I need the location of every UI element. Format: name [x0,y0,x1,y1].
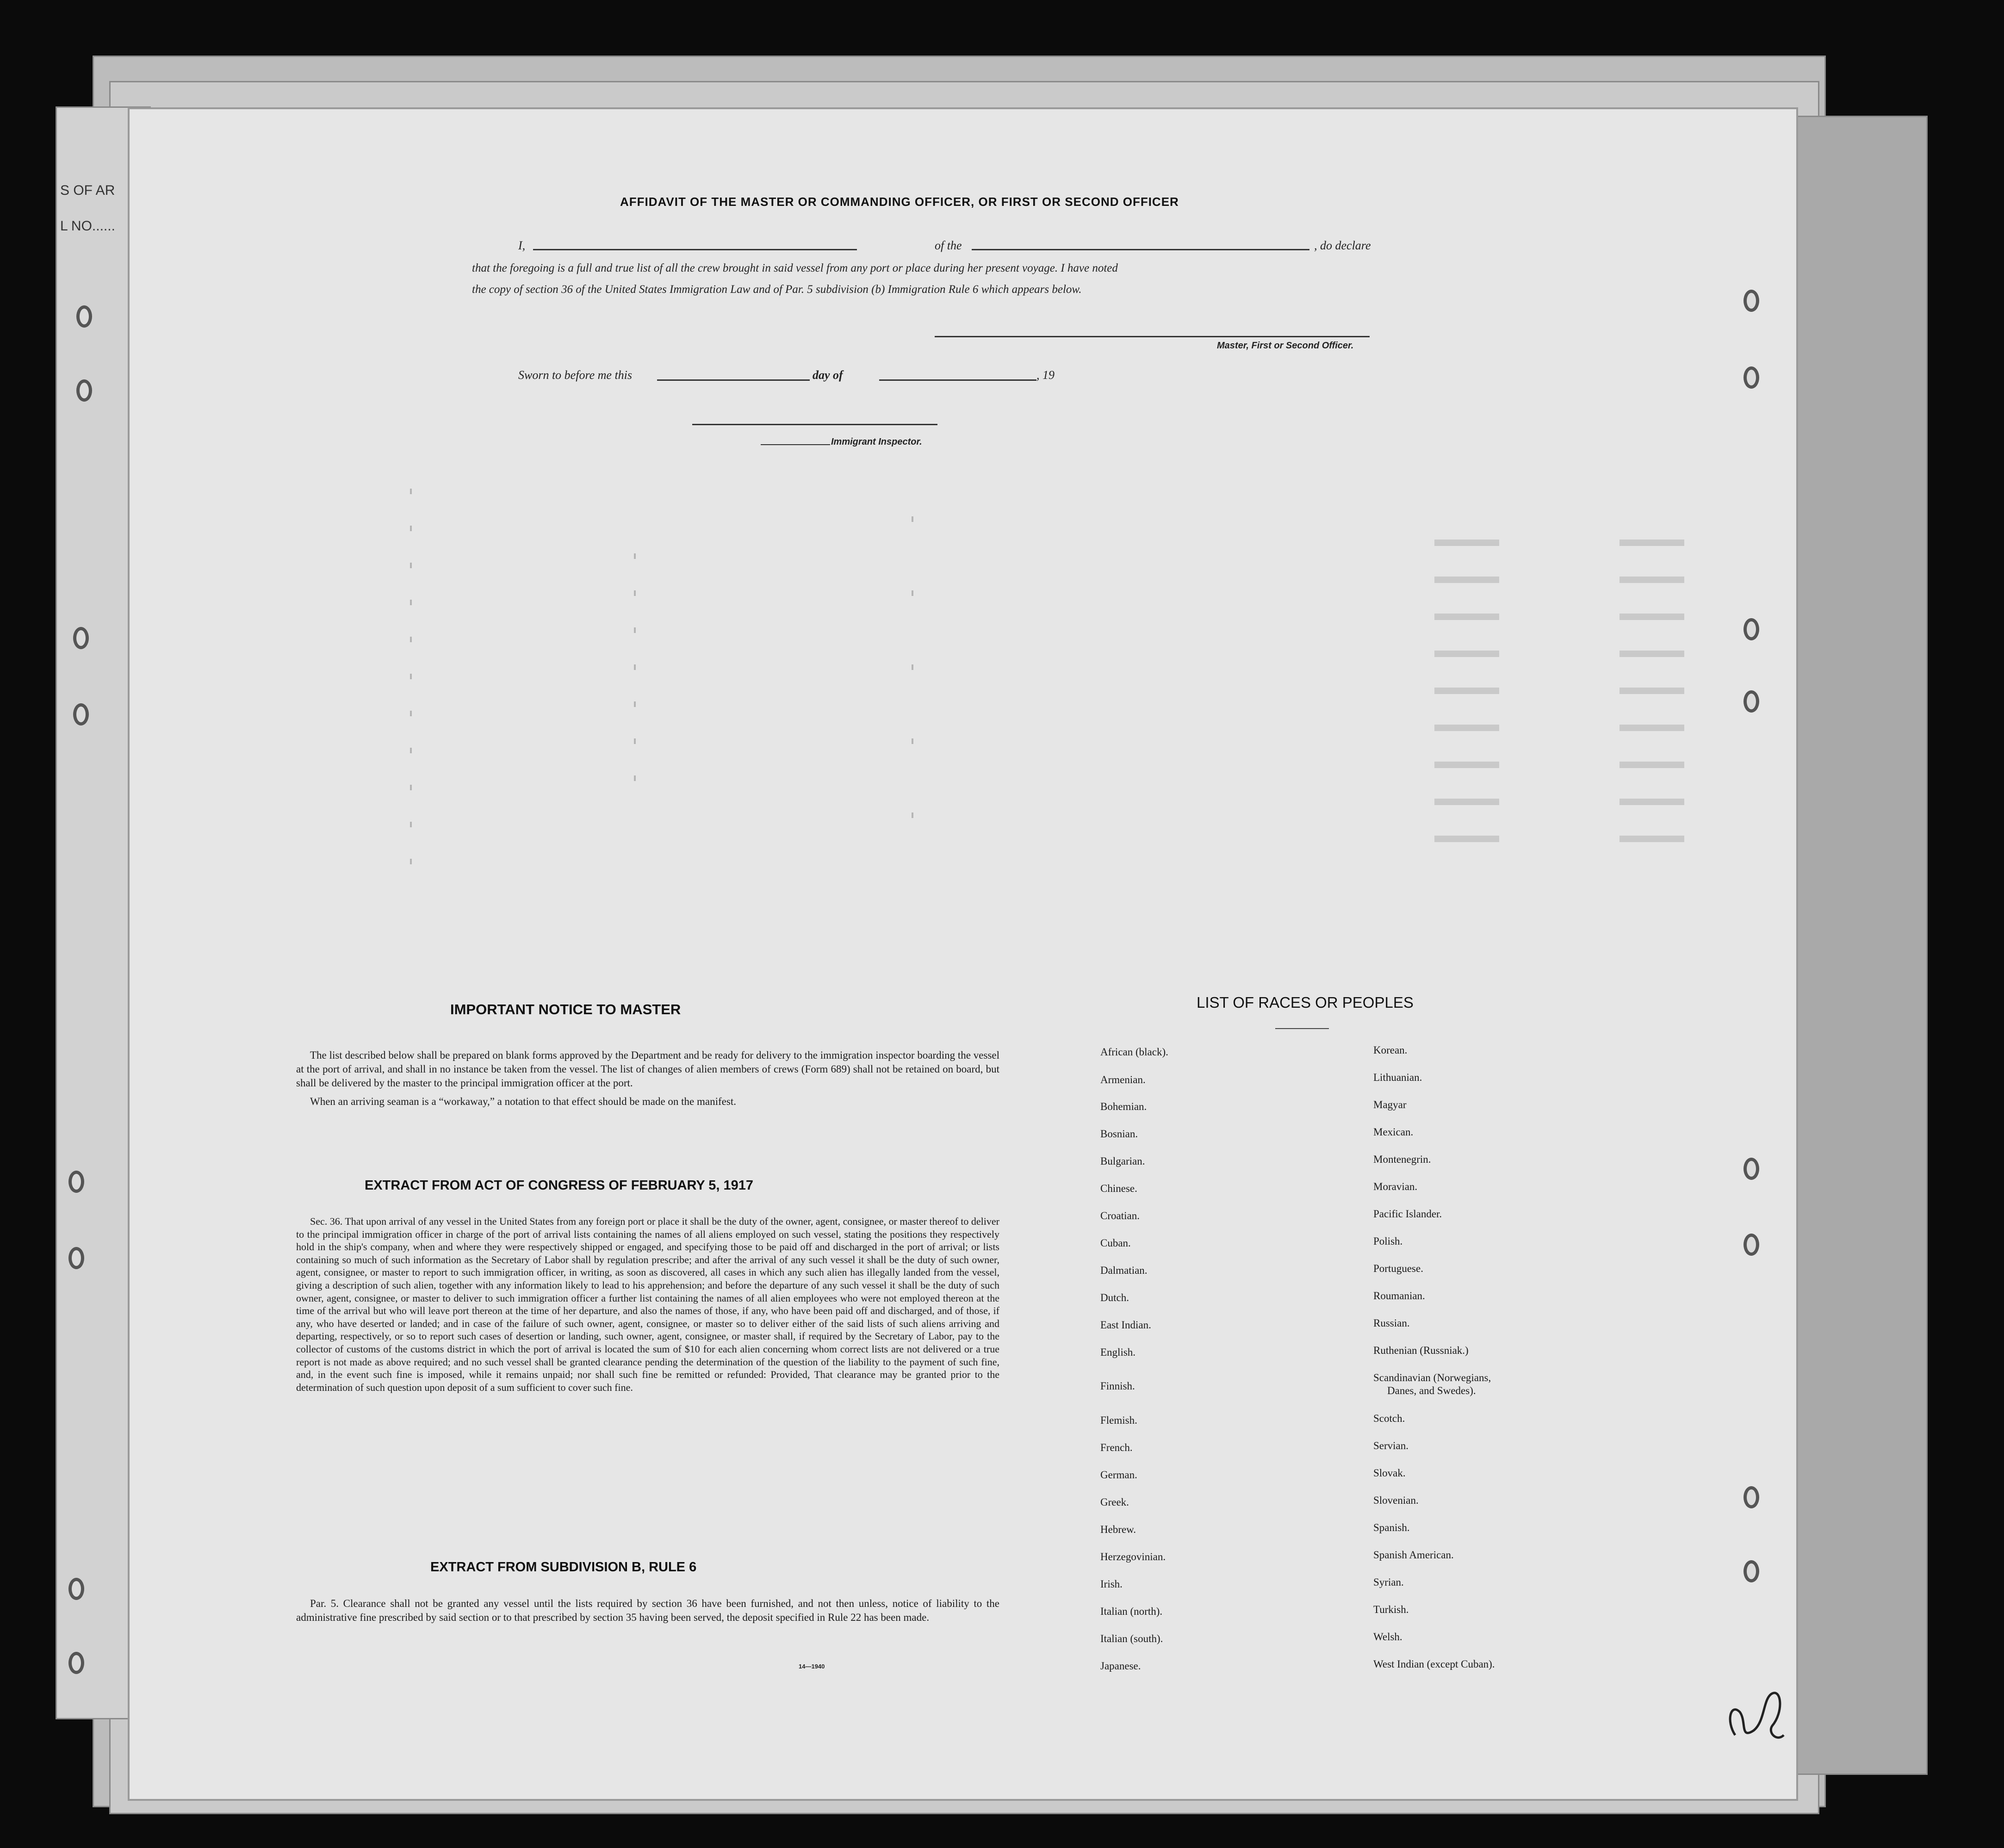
race-item: Chinese. [1100,1183,1137,1194]
bleed-through-mark [410,711,412,716]
affidavit-title: AFFIDAVIT OF THE MASTER OR COMMANDING OFFICER, OR FIRST OR SECOND OFFICER [620,195,1179,209]
race-item: Ruthenian (Russniak.) [1373,1345,1469,1356]
bleed-through-mark [410,600,412,605]
affidavit-statement-2: the copy of section 36 of the United States Immigration Law and of Par. 5 subdivision (b) Immigration Rule 6 which appears below. [472,283,1082,296]
race-item: Italian (north). [1100,1606,1163,1617]
binder-hole [76,305,92,328]
race-item: Mexican. [1373,1126,1414,1138]
race-item: Servian. [1373,1440,1409,1451]
race-item: Russian. [1373,1317,1410,1329]
binder-hole [1743,618,1759,640]
bleed-through-mark [634,627,636,633]
affiant-name-line [533,249,857,250]
binder-hole [68,1652,84,1674]
race-item: Bohemian. [1100,1101,1147,1112]
edge-stub-line-1: S OF AR [60,183,115,198]
race-item: Hebrew. [1100,1524,1136,1535]
race-item: Dutch. [1100,1292,1129,1303]
vessel-name-line [972,249,1309,250]
race-item: Cuban. [1100,1237,1131,1249]
affidavit-statement: that the foregoing is a full and true list of all the crew brought in said vessel from any port or place during her present voyage. I have noted [472,262,1118,274]
bleed-through-mark [634,590,636,596]
race-item: Magyar [1373,1099,1407,1110]
bleed-through-mark [410,637,412,642]
race-item: Montenegrin. [1373,1153,1431,1165]
rule-text [296,1597,999,1629]
bleed-through-mark [634,775,636,781]
binder-hole [73,627,89,649]
race-item: Welsh. [1373,1631,1402,1643]
bleed-through-mark [410,785,412,790]
of-the-label: of the [935,239,962,252]
race-item: Bulgarian. [1100,1155,1145,1167]
race-item: German. [1100,1469,1137,1481]
race-item: Syrian. [1373,1576,1404,1588]
race-item: Croatian. [1100,1210,1140,1222]
race-item: Scandinavian (Norwegians, [1373,1372,1491,1383]
race-item: East Indian. [1100,1319,1151,1331]
race-item: Slovenian. [1373,1495,1419,1506]
declare-label: , do declare [1314,239,1371,252]
bleed-through-mark [912,812,913,818]
race-item: Turkish. [1373,1604,1409,1615]
race-item: Portuguese. [1373,1263,1423,1274]
binder-hole [73,703,89,726]
race-item: Roumanian. [1373,1290,1425,1302]
notice-heading: IMPORTANT NOTICE TO MASTER [450,1001,681,1017]
notice-paragraph-2: When an arriving seaman is a “workaway,” a notation to that effect should be made on the manifest. [310,1096,736,1107]
main-form-page [128,107,1798,1801]
race-item: Danes, and Swedes). [1387,1385,1476,1396]
binder-hole [76,379,92,402]
affiant-prefix: I, [518,239,526,252]
day-of-label: day of [813,368,843,382]
bleed-through-mark [410,563,412,568]
bleed-through-mark [912,738,913,744]
act-section-36: Sec. 36. That upon arrival of any vessel in the United States from any foreign port or place it shall be the duty of the owner, agent, consignee, or master thereof to deliver to the principal immigration officer in charge of the port of arrival lists containing the names of all aliens employed on such vessel, stating the positions they respectively hold in the ship's company, when and where they were respectively shipped or engaged, and specifying those to be paid off and discharged in the port of arrival; or lists containing so much of such information as the Secretary of Labor shall by regulation prescribe; and after the arrival of any such vessel it shall be the duty of such owner, agent, consignee, or master to report to such immigration officer, in writing, as soon as discovered, all cases in which any such alien has illegally landed from the vessel, giving a description of such alien, together with any information likely to lead to his apprehension; and before the departure of any such vessel it shall be the duty of such owner, agent, consignee, or master to deliver to such immigration officer a further list containing the names of all alien employees who were not employed thereon at the time of the arrival but who will leave port thereon at the time of her departure, and also the names of those, if any, who have been paid off and discharged, and of those, if any, who have deserted or landed; and in case of the failure of such owner, agent, consignee, or master so to deliver either of the said lists of such aliens arriving and departing, respectively, or so to report such cases of desertion or landing, such owner, agent, consignee, or master shall, if required by the Secretary of Labor, pay to the collector of customs of the customs district in which the port of arrival is located the sum of $10 for each alien concerning whom correct lists are not delivered or a true report is not made as above required; and no such vessel shall be granted clearance pending the determination of the question of the liability to the payment of such fine, and, in the event such fine is imposed, while it remains unpaid; nor shall such fine be remitted or refunded: Provided, That clearance may be granted prior to the determination of such question upon deposit of a sum sufficient to cover such fine. [296,1215,999,1393]
bleed-through-mark [634,553,636,559]
master-signature-line [935,336,1370,337]
inspector-label-rule [761,444,830,445]
race-item: Herzegovinian. [1100,1551,1166,1563]
year-label: , 19 [1036,368,1055,382]
binder-hole [1743,1486,1759,1508]
binder-hole [1743,290,1759,312]
act-heading: EXTRACT FROM ACT OF CONGRESS OF FEBRUARY 5, 1917 [365,1178,754,1193]
bleed-through-mark [912,590,913,596]
binder-hole [68,1247,84,1269]
rule-paragraph-5: Par. 5. Clearance shall not be granted any vessel until the lists required by section 36 have been furnished, and not then unless, notice of liability to the administrative fine prescribed by said section or to that prescribed by section 35 having been served, the deposit specified in Rule 22 has been made. [296,1598,999,1623]
bleed-through-mark [410,859,412,864]
sworn-day-line [657,379,810,381]
master-signature-label: Master, First or Second Officer. [1217,341,1354,351]
binder-hole [1743,1234,1759,1256]
race-item: English. [1100,1346,1136,1358]
inspector-signature-line [692,424,937,425]
race-item: African (black). [1100,1046,1168,1058]
binder-hole [1743,690,1759,713]
handwritten-page-mark [1721,1684,1791,1749]
race-item: Polish. [1373,1235,1403,1247]
inspector-label: Immigrant Inspector. [831,437,922,447]
race-item: Slovak. [1373,1467,1406,1479]
race-item: Moravian. [1373,1181,1418,1192]
race-item: Pacific Islander. [1373,1208,1442,1220]
race-item: Lithuanian. [1373,1072,1422,1083]
binder-hole [1743,1158,1759,1180]
race-item: French. [1100,1442,1133,1453]
race-item: West Indian (except Cuban). [1373,1658,1495,1670]
bleed-through-mark [634,701,636,707]
rule-heading: EXTRACT FROM SUBDIVISION B, RULE 6 [430,1560,697,1575]
races-heading: LIST OF RACES OR PEOPLES [1197,994,1414,1011]
act-text [296,1215,999,1398]
binder-hole [1743,366,1759,389]
race-item: Irish. [1100,1578,1123,1590]
bleed-through-mark [912,516,913,522]
bleed-through-mark [410,489,412,494]
race-item: Flemish. [1100,1414,1137,1426]
edge-stub-line-2: L NO...... [60,218,115,234]
race-item: Dalmatian. [1100,1265,1148,1276]
bleed-through-mark [410,822,412,827]
back-sheet-right [1786,116,1928,1775]
race-item: Greek. [1100,1496,1129,1508]
bleed-through-mark [410,748,412,753]
bleed-through-mark [634,664,636,670]
form-number: 14—1940 [799,1663,825,1670]
race-item: Bosnian. [1100,1128,1138,1140]
sworn-label: Sworn to before me this [518,368,633,382]
sworn-month-line [879,379,1036,381]
bleed-through-mark [912,664,913,670]
notice-paragraph-1: The list described below shall be prepared on blank forms approved by the Department and be ready for delivery to the immigration inspector boarding the vessel at the port of arrival, and shall in no instance be taken from the vessel. The list of changes of alien members of crews (Form 689) shall not be retained on board, but shall be delivered by the master to the principal immigration officer at the port. [296,1049,999,1089]
race-item: Spanish American. [1373,1549,1454,1561]
race-item: Finnish. [1100,1380,1135,1392]
bleed-through-mark [410,674,412,679]
race-item: Armenian. [1100,1074,1146,1085]
binder-hole [1743,1560,1759,1582]
race-item: Spanish. [1373,1522,1410,1533]
races-heading-rule [1275,1028,1329,1029]
notice-text [296,1048,999,1113]
bleed-through-mark [410,526,412,531]
race-item: Scotch. [1373,1413,1405,1424]
race-item: Japanese. [1100,1660,1141,1672]
race-item: Korean. [1373,1044,1408,1056]
bleed-through-mark [634,738,636,744]
binder-hole [68,1171,84,1193]
binder-hole [68,1578,84,1600]
race-item: Italian (south). [1100,1633,1163,1644]
